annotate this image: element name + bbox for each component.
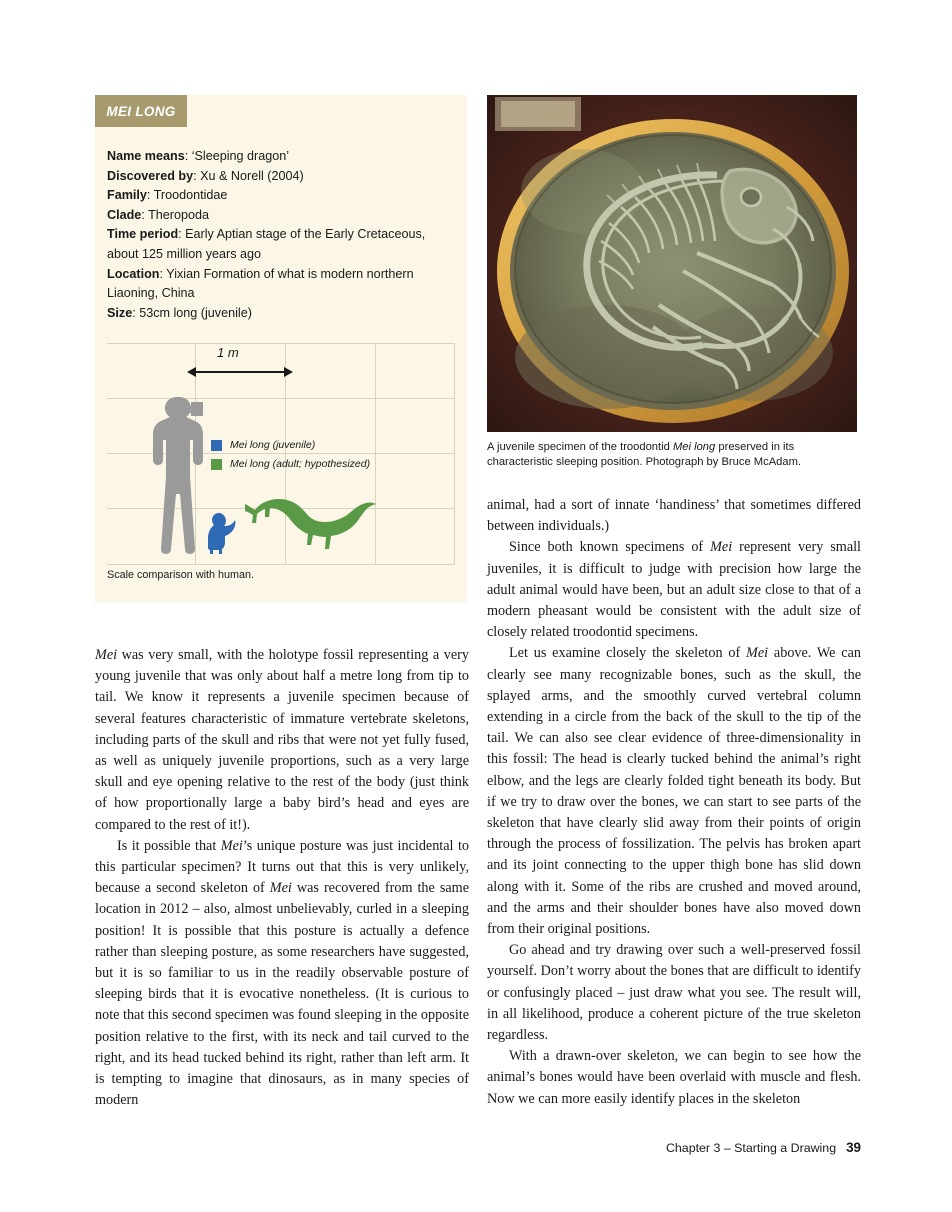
paragraph: With a drawn-over skeleton, we can begin to see how the animal’s bones would have been overlaid with muscle and flesh. Now we can more easily identify places in the skeleton bbox=[487, 1048, 861, 1107]
fact-label: Time period bbox=[107, 227, 179, 242]
paragraph: animal, had a sort of innate ‘handiness’ that sometimes differed between individuals.) bbox=[487, 497, 861, 535]
arrow-left-head bbox=[187, 367, 196, 377]
legend-swatch-adult bbox=[211, 459, 222, 470]
legend-label: Mei long (juvenile) bbox=[230, 439, 316, 451]
fact-value: ‘Sleeping dragon’ bbox=[191, 149, 290, 163]
caption-species-name: Mei long bbox=[672, 441, 716, 453]
fact-row: Family: Troodontidae bbox=[107, 188, 228, 203]
legend-swatch-juvenile bbox=[211, 440, 222, 451]
arrow-right-head bbox=[284, 367, 293, 377]
species-fact-list bbox=[107, 147, 453, 323]
caption-text-part2: preserved in its characteristic sleeping position. Photograph by Bruce McAdam. bbox=[487, 441, 802, 468]
one-metre-measure-arrow bbox=[195, 371, 285, 373]
paragraph: Mei was very small, with the holotype fossil representing a very young juvenile that was only about half a metre long from tip to tail. We know it represents a juvenile specimen because of several features characteristic of immature vertebrate skeletons, including parts of the skull and ribs that were not yet fully fused, as well as uniquely juvenile proportions, such as a very large skull and eye opening relative to the rest of the body (just think of how proportionally large a baby bird’s head and eyes are compared to the rest of it!). bbox=[95, 647, 469, 833]
fact-value: 53cm long (juvenile) bbox=[139, 305, 252, 320]
species-name-banner: MEI LONG bbox=[95, 95, 187, 127]
fact-row: Clade: Theropoda bbox=[107, 207, 209, 222]
left-text-column bbox=[95, 645, 469, 1111]
fact-value: Early Aptian stage of the Early Cretaceous, about 125 million years ago bbox=[107, 227, 426, 261]
fact-value: Troodontidae bbox=[153, 188, 228, 203]
measure-label: 1 m bbox=[217, 345, 239, 360]
fact-row: Location: Yixian Formation of what is modern northern Liaoning, China bbox=[107, 266, 414, 301]
photograph-caption bbox=[487, 440, 859, 470]
paragraph: Let us examine closely the skeleton of Mei above. We can clearly see many recognizable bones, such as the skull, the splayed arms, and the smoothly curved vertebral column extending in a circle from the back of the skull to the tip of the tail. We can also see clear evidence of three-dimensionality in this fossil: The head is clearly tucked behind the animal’s right elbow, and the legs are clearly folded tight beneath its body. But if we try to draw over the bones, we can start to see parts of the skeleton that have clearly slid away from their points of origin through the process of fossilization. The pelvis has broken apart and its joint connecting to the upper thigh bone has slid down along with it. Some of the ribs are crushed and moved around, and the arms and their shoulder bones have also moved down from their original positions. bbox=[487, 645, 861, 938]
fact-value: Xu & Norell (2004) bbox=[200, 168, 304, 183]
chapter-title: Chapter 3 – Starting a Drawing bbox=[665, 1141, 837, 1155]
paragraph: Since both known specimens of Mei represent very small juveniles, it is difficult to judge with precision how large the adult animal would have been, but an adult size close to that of a modern pheasant would be consistent with the adult size of closely related troodontid specimens. bbox=[487, 539, 862, 641]
page-footer bbox=[487, 1140, 861, 1155]
legend-item bbox=[211, 458, 370, 470]
fact-value: Yixian Formation of what is modern northern Liaoning, China bbox=[107, 266, 414, 301]
scale-comparison-figure bbox=[107, 343, 455, 591]
page-number: 39 bbox=[846, 1140, 861, 1155]
fossil-photograph bbox=[487, 95, 857, 432]
paragraph: Go ahead and try drawing over such a well-preserved fossil yourself. Don’t worry about the bones that are difficult to identify or confusingly placed – just draw what you see. The result will, in all likelihood, produce a coherent picture of the true skeleton regardless. bbox=[487, 942, 861, 1044]
fact-label: Discovered by bbox=[107, 168, 194, 183]
fact-label: Size bbox=[107, 305, 133, 320]
fact-row: Size: 53cm long (juvenile) bbox=[107, 305, 252, 320]
adult-dinosaur-silhouette-icon bbox=[245, 496, 401, 556]
juvenile-dinosaur-silhouette-icon bbox=[203, 511, 237, 555]
fact-row: Discovered by: Xu & Norell (2004) bbox=[107, 168, 304, 183]
scale-figure-caption: Scale comparison with human. bbox=[107, 569, 255, 581]
fact-label: Clade bbox=[107, 207, 142, 222]
fact-value: Theropoda bbox=[148, 207, 209, 222]
right-text-column bbox=[487, 495, 861, 1110]
fact-label: Family bbox=[107, 188, 147, 203]
figure-legend bbox=[211, 439, 370, 477]
legend-item bbox=[211, 439, 370, 451]
fact-row: Time period: Early Aptian stage of the Early Cretaceous, about 125 million years ago bbox=[107, 227, 426, 261]
legend-label: Mei long (adult; hypothesized) bbox=[230, 458, 371, 470]
fact-row: Name means: ‘Sleeping dragon’ bbox=[107, 149, 290, 163]
fact-label: Location bbox=[107, 266, 160, 281]
paragraph: Is it possible that Mei’s unique posture was just incidental to this particular specimen? It turns out that this is very unlikely, because a second skeleton of Mei was recovered from the same location in 2012 – also, almost unbelievably, curled in a sleeping position! It is possible that this posture is actually a defence rather than sleeping posture, as some researchers have suggested, but it is so familiar to us in the readily observable posture of sleeping birds that it is evocative nonetheless. (It is curious to note that this second specimen was found sleeping in the opposite position relative to the first, with its neck and tail curved to the right, and its head tucked behind its right, rather than left arm. It is tempting to imagine that dinosaurs, as in many species of modern bbox=[95, 837, 469, 1109]
fact-label: Name means bbox=[107, 149, 185, 163]
species-fact-box bbox=[95, 95, 467, 603]
caption-text-part1: A juvenile specimen of the troodontid bbox=[487, 441, 673, 453]
